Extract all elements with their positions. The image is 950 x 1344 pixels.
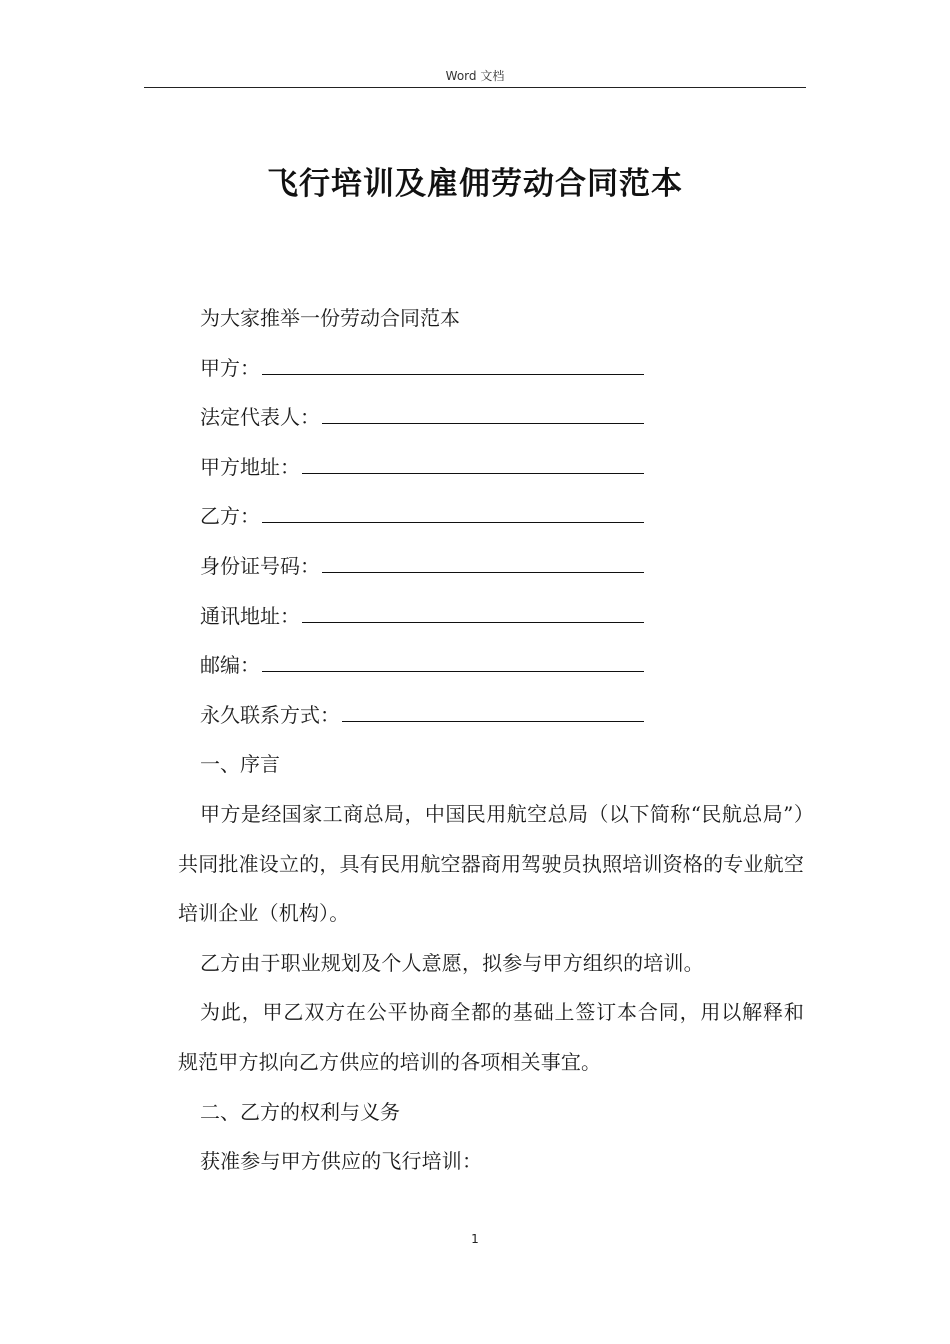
page-number: 1 <box>471 1232 479 1246</box>
document-title: 飞行培训及雇佣劳动合同范本 <box>267 166 683 202</box>
field-label: 通讯地址： <box>200 603 300 628</box>
fill-in-blank <box>302 604 644 623</box>
section-heading-preface: 一、序言 <box>200 752 280 777</box>
field-label: 乙方： <box>200 504 260 529</box>
field-mailing-address <box>178 592 644 642</box>
fill-in-blank <box>262 504 644 523</box>
fill-in-blank <box>322 405 644 424</box>
fill-in-blank <box>342 703 644 722</box>
paragraph-preface-2: 乙方由于职业规划及个人意愿，拟参与甲方组织的培训。 <box>200 950 704 975</box>
fill-in-blank <box>262 653 644 672</box>
page-header: Word 文档 <box>445 69 505 83</box>
field-legal-representative <box>178 393 644 443</box>
field-party-a-address <box>178 443 644 493</box>
header-rule <box>144 87 806 88</box>
field-label: 身份证号码： <box>200 553 320 578</box>
field-label: 邮编： <box>200 653 260 678</box>
paragraph-preface-1: 甲方是经国家工商总局，中国民用航空总局（以下简称“民航总局”）共同批准设立的，具有民用航空器商用驾驶员执照培训资格的专业航空培训企业（机构）。 <box>178 801 804 926</box>
field-party-a <box>178 344 644 394</box>
fill-in-blank <box>322 554 644 573</box>
field-postcode <box>178 641 644 691</box>
field-label: 永久联系方式： <box>200 702 340 727</box>
field-label: 甲方： <box>200 355 260 380</box>
field-label: 法定代表人： <box>200 405 320 430</box>
field-party-b <box>178 492 644 542</box>
paragraph-rights-1: 获准参与甲方供应的飞行培训： <box>200 1149 483 1174</box>
field-permanent-contact <box>178 691 644 741</box>
fill-in-blank <box>262 356 644 375</box>
paragraph-preface-3: 为此，甲乙双方在公平协商全都的基础上签订本合同，用以解释和规范甲方拟向乙方供应的培训的各项相关事宜。 <box>178 1000 804 1074</box>
fill-in-blank <box>302 455 644 474</box>
document-body <box>178 294 804 1187</box>
intro-line: 为大家推举一份劳动合同范本 <box>200 306 460 330</box>
field-id-number <box>178 542 644 592</box>
field-label: 甲方地址： <box>200 454 300 479</box>
section-heading-rights: 二、乙方的权利与义务 <box>200 1099 400 1124</box>
